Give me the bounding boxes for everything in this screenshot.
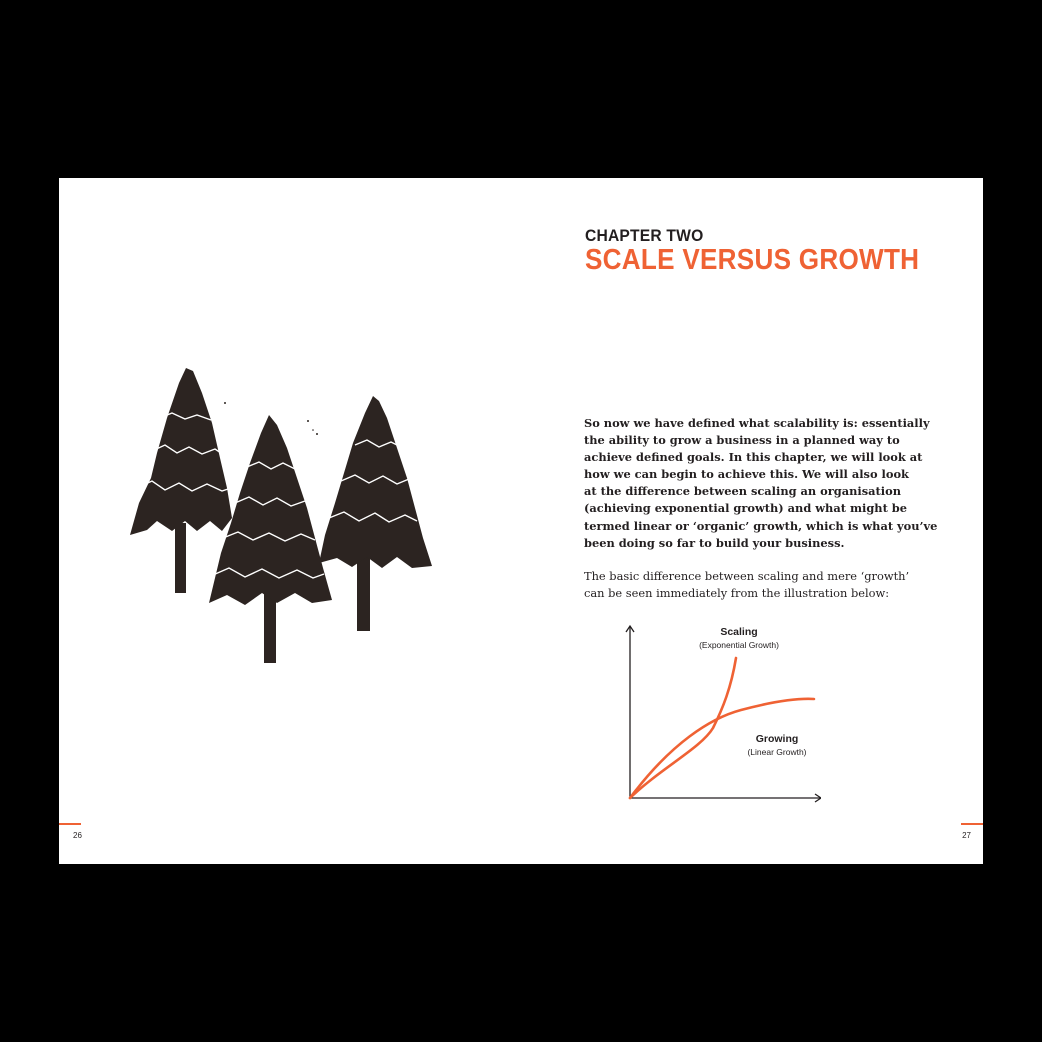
text-line: So now we have defined what scalability is: essentially [584, 416, 930, 430]
ink-speck [224, 402, 226, 404]
text-line: termed linear or ‘organic’ growth, which is what you’ve [584, 518, 938, 533]
text-line: at the difference between scaling an organisation [584, 484, 901, 499]
pine-trees-illustration [127, 363, 437, 663]
text-line: been doing so far to build your business. [584, 535, 845, 550]
tree-trunk [357, 553, 370, 631]
left-page [59, 178, 521, 864]
growing-sublabel: (Linear Growth) [747, 747, 807, 757]
folio-rule [59, 823, 81, 825]
tree-canopy [319, 396, 432, 568]
ink-speck [312, 429, 314, 431]
ink-speck [316, 433, 318, 435]
tree-trunk [175, 523, 186, 593]
scaling-label: Scaling [720, 626, 758, 638]
scaling-sublabel: (Exponential Growth) [699, 640, 779, 650]
right-page [521, 178, 983, 864]
ink-speck [307, 420, 309, 422]
chapter-label: CHAPTER TWO [585, 226, 704, 245]
page-number-left: 26 [73, 831, 82, 840]
scale-vs-growth-diagram [601, 618, 821, 818]
page-number-right: 27 [962, 831, 971, 840]
text-line: the ability to grow a business in a planned way to [584, 433, 900, 448]
text-line: achieve defined goals. In this chapter, we will look at [584, 450, 923, 465]
book-spread [59, 178, 983, 864]
text-line: The basic difference between scaling and mere ‘growth’ [584, 569, 910, 583]
folio-rule [961, 823, 983, 825]
growing-label: Growing [755, 733, 799, 745]
chapter-title: SCALE VERSUS GROWTH [585, 244, 920, 276]
text-line: how we can begin to achieve this. We will also look [584, 467, 909, 482]
text-line: can be seen immediately from the illustration below: [584, 586, 890, 601]
paragraph-intro [584, 415, 938, 552]
paragraph-difference [584, 568, 924, 602]
text-line: (achieving exponential growth) and what might be [584, 501, 908, 516]
